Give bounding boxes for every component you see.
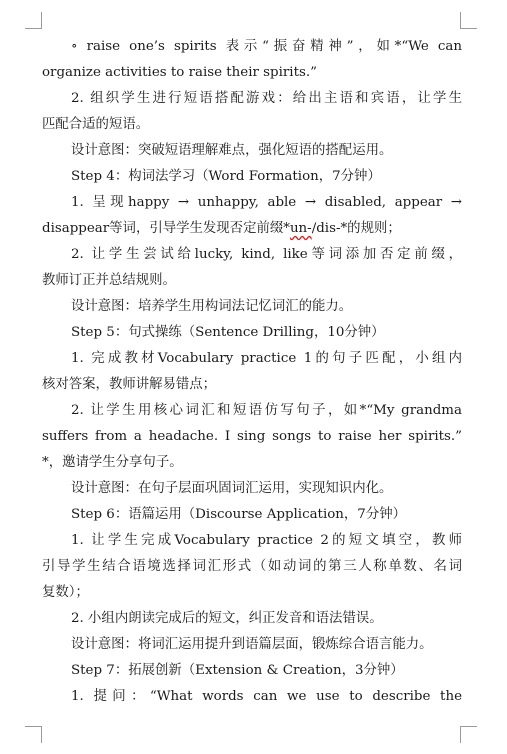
- step-heading: Step 6：语篇运用（Discourse Application，7分钟）: [71, 507, 406, 522]
- document-body: [42, 34, 462, 710]
- paragraph-line: 1. 提问：“What words can we use to describe the: [71, 689, 462, 704]
- paragraph-line: 设计意图：突破短语理解难点，强化短语的搭配运用。: [71, 143, 393, 158]
- crop-mark-top-left: [25, 12, 42, 29]
- paragraph-line: [42, 216, 462, 242]
- step-heading: Step 7：拓展创新（Extension & Creation，3分钟）: [71, 663, 404, 678]
- crop-mark-bottom-left: [25, 726, 42, 743]
- paragraph-line: suffers from a headache. I sing songs to raise her spirits.”: [42, 429, 462, 444]
- step-heading: Step 4：构词法学习（Word Formation，7分钟）: [71, 169, 381, 184]
- paragraph-line: 2. 小组内朗读完成后的短文，纠正发音和语法错误。: [71, 611, 383, 626]
- paragraph-line: 2. 让学生用核心词汇和短语仿写句子，如*“My grandma: [71, 403, 462, 418]
- spellcheck-flagged-text[interactable]: un-: [289, 221, 312, 236]
- paragraph-line: 教师订正并总结规则。: [42, 273, 176, 288]
- paragraph-line: 1. 让学生完成Vocabulary practice 2的短文填空，教师: [71, 533, 462, 548]
- line-text: 1. 呈现happy → unhappy, able → disabled, appear →: [71, 195, 462, 210]
- line-text: /dis-*的规则；: [311, 221, 401, 236]
- paragraph-line: 2. 组织学生进行短语搭配游戏：给出主语和宾语，让学生: [71, 91, 462, 106]
- paragraph-line: organize activities to raise their spirits.”: [42, 65, 317, 80]
- step-heading: Step 5：句式操练（Sentence Drilling，10分钟）: [71, 325, 385, 340]
- paragraph-line: 设计意图：在句子层面巩固词汇运用，实现知识内化。: [71, 481, 393, 496]
- line-text: disappear等词，引导学生发现否定前缀*: [42, 221, 290, 236]
- paragraph-line: ∘ raise one’s spirits 表示“振奋精神”，如*“We can: [71, 39, 462, 54]
- paragraph-line: 设计意图：培养学生用构词法记忆词汇的能力。: [71, 299, 353, 314]
- paragraph-line: 复数）；: [42, 585, 89, 600]
- crop-mark-top-right: [460, 12, 477, 29]
- paragraph-line: 设计意图：将词汇运用提升到语篇层面，锻炼综合语言能力。: [71, 637, 433, 652]
- paragraph-line: [42, 190, 462, 216]
- paragraph-line: *，邀请学生分享句子。: [42, 455, 183, 470]
- paragraph-line: 引导学生结合语境选择词汇形式（如动词的第三人称单数、名词: [42, 559, 462, 574]
- paragraph-line: 核对答案，教师讲解易错点；: [42, 377, 217, 392]
- paragraph-line: 匹配合适的短语。: [42, 117, 150, 132]
- crop-mark-bottom-right: [460, 726, 477, 743]
- paragraph-line: 1. 完成教材Vocabulary practice 1的句子匹配，小组内: [71, 351, 462, 366]
- paragraph-line: 2. 让学生尝试给lucky, kind, like等词添加否定前缀，: [71, 247, 462, 262]
